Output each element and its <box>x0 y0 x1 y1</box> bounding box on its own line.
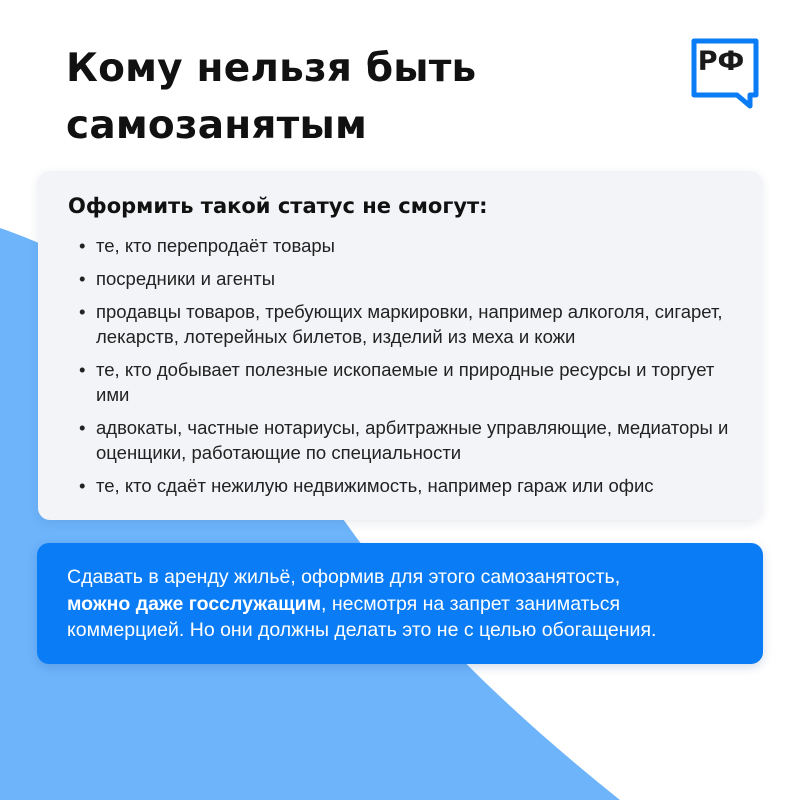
list-item-label: те, кто перепродаёт товары <box>96 235 335 256</box>
list-item-label: адвокаты, частные нотариусы, арбитражные управляющие, медиаторы и оценщики, работающие по специальности <box>96 417 729 463</box>
rf-logo <box>690 36 766 112</box>
list-item-label: продавцы товаров, требующих маркировки, например алкоголя, сигарет, лекарств, лотерейных билетов, изделий из меха и кожи <box>96 301 723 347</box>
list-item <box>68 357 732 407</box>
list-item <box>68 415 732 465</box>
list-item <box>68 266 732 291</box>
list-item <box>68 473 732 498</box>
info-note <box>37 543 763 664</box>
card-heading: Оформить такой статус не смогут: <box>68 194 488 218</box>
note-text <box>67 564 733 644</box>
restrictions-list <box>68 233 732 498</box>
title-line-2: самозанятым <box>66 103 368 148</box>
bullet-icon: • <box>79 268 86 289</box>
bullet-icon: • <box>79 475 86 496</box>
list-item-label: посредники и агенты <box>96 268 276 289</box>
page-title <box>66 40 476 154</box>
logo-text: РФ <box>697 46 745 77</box>
title-line-1: Кому нельзя быть <box>66 46 477 91</box>
bullet-icon: • <box>79 301 86 322</box>
note-part-2: , несмотря на запрет заниматься коммерцией. Но они должны делать это не с целью обогащения. <box>67 592 657 641</box>
restrictions-card <box>38 171 762 520</box>
note-bold: можно даже госслужащим <box>67 592 322 615</box>
list-item <box>68 299 732 349</box>
list-item <box>68 233 732 258</box>
bullet-icon: • <box>79 359 86 380</box>
note-part-1: Сдавать в аренду жильё, оформив для этого самозанятость, <box>67 566 621 588</box>
bullet-icon: • <box>79 235 86 256</box>
list-item-label: те, кто сдаёт нежилую недвижимость, например гараж или офис <box>96 475 654 496</box>
bullet-icon: • <box>79 417 86 438</box>
list-item-label: те, кто добывает полезные ископаемые и природные ресурсы и торгует ими <box>96 359 715 405</box>
